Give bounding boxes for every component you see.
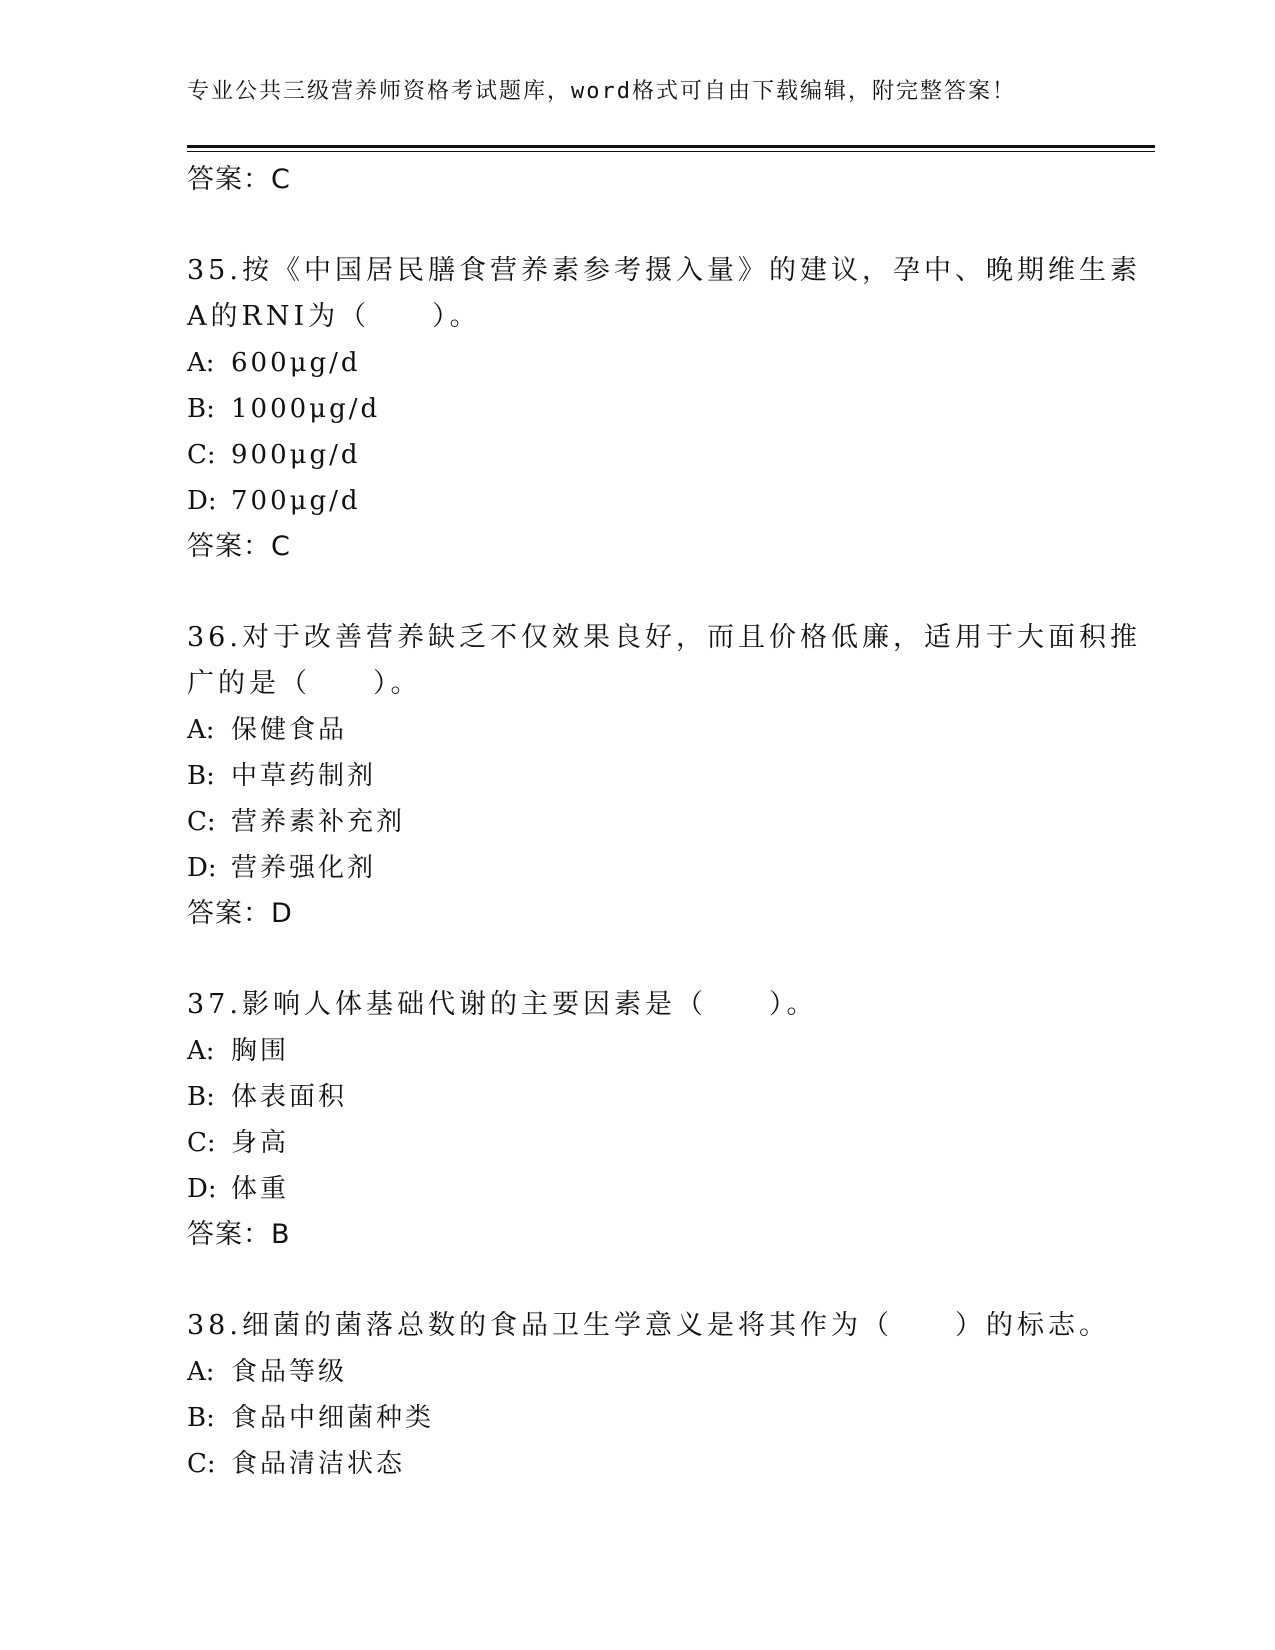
spacer — [187, 203, 1087, 248]
option-b — [187, 1074, 1087, 1120]
option-text: 600μg/d — [231, 348, 361, 378]
option-text: 900μg/d — [231, 440, 361, 470]
option-b — [187, 386, 1087, 432]
option-text: 食品清洁状态 — [231, 1449, 406, 1479]
option-letter: C: — [187, 1128, 216, 1158]
stem-line: 35.按《中国居民膳食营养素参考摄入量》的建议，孕中、晚期维生素 — [187, 255, 1141, 286]
option-text: 1000μg/d — [231, 394, 381, 424]
option-text: 营养素补充剂 — [231, 807, 406, 837]
option-letter: A: — [187, 348, 215, 378]
stem-line: A的RNI为（ ）。 — [187, 301, 481, 332]
stem-line: 38.细菌的菌落总数的食品卫生学意义是将其作为（ ）的标志。 — [187, 1310, 1110, 1341]
option-letter: C: — [187, 440, 216, 470]
option-letter: C: — [187, 807, 216, 837]
option-text: 体表面积 — [231, 1082, 348, 1112]
question-stem — [187, 982, 1087, 1028]
option-letter: A: — [187, 1357, 215, 1387]
option-letter: B: — [187, 394, 215, 424]
option-a — [187, 1028, 1087, 1074]
question-35 — [187, 248, 1141, 570]
option-d — [187, 845, 1087, 891]
stem-line: 37.影响人体基础代谢的主要因素是（ ）。 — [187, 989, 818, 1020]
answer: 答案：D — [187, 898, 293, 929]
previous-answer: 答案：C — [187, 164, 291, 195]
option-letter: C: — [187, 1449, 216, 1479]
option-text: 食品等级 — [231, 1357, 348, 1387]
option-c — [187, 1441, 1087, 1487]
header-rule-thin — [187, 151, 1155, 152]
option-c — [187, 799, 1087, 845]
option-d — [187, 1166, 1087, 1212]
option-letter: B: — [187, 1403, 215, 1433]
question-38 — [187, 1303, 1110, 1487]
option-letter: B: — [187, 761, 215, 791]
answer: 答案：B — [187, 1219, 291, 1250]
option-text: 保健食品 — [231, 715, 348, 745]
option-letter: B: — [187, 1082, 215, 1112]
question-list — [187, 157, 1141, 1487]
option-text: 700μg/d — [231, 486, 361, 516]
question-36 — [187, 615, 1141, 937]
option-letter: D: — [187, 486, 217, 516]
option-letter: D: — [187, 853, 217, 883]
question-stem — [187, 248, 1141, 340]
question-stem — [187, 615, 1141, 707]
option-d — [187, 478, 1087, 524]
answer: 答案：C — [187, 531, 291, 562]
option-text: 胸围 — [231, 1036, 290, 1066]
option-letter: D: — [187, 1174, 217, 1204]
option-a — [187, 340, 1087, 386]
option-a — [187, 1349, 1087, 1395]
question-stem — [187, 1303, 1110, 1349]
option-c — [187, 432, 1087, 478]
stem-line: 广的是（ ）。 — [187, 668, 422, 699]
option-text: 身高 — [231, 1128, 290, 1158]
option-text: 中草药制剂 — [231, 761, 377, 791]
header-rule-thick — [187, 145, 1155, 148]
option-letter: A: — [187, 715, 215, 745]
option-b — [187, 753, 1087, 799]
option-c — [187, 1120, 1087, 1166]
page-header: 专业公共三级营养师资格考试题库，word格式可自由下载编辑，附完整答案！ — [187, 79, 1016, 104]
spacer — [187, 937, 1087, 982]
spacer — [187, 1258, 1087, 1303]
stem-line: 36.对于改善营养缺乏不仅效果良好，而且价格低廉，适用于大面积推 — [187, 622, 1141, 653]
option-text: 食品中细菌种类 — [231, 1403, 435, 1433]
question-37 — [187, 982, 1087, 1258]
option-text: 体重 — [231, 1174, 290, 1204]
spacer — [187, 570, 1087, 615]
option-letter: A: — [187, 1036, 215, 1066]
option-b — [187, 1395, 1087, 1441]
option-text: 营养强化剂 — [231, 853, 377, 883]
option-a — [187, 707, 1087, 753]
